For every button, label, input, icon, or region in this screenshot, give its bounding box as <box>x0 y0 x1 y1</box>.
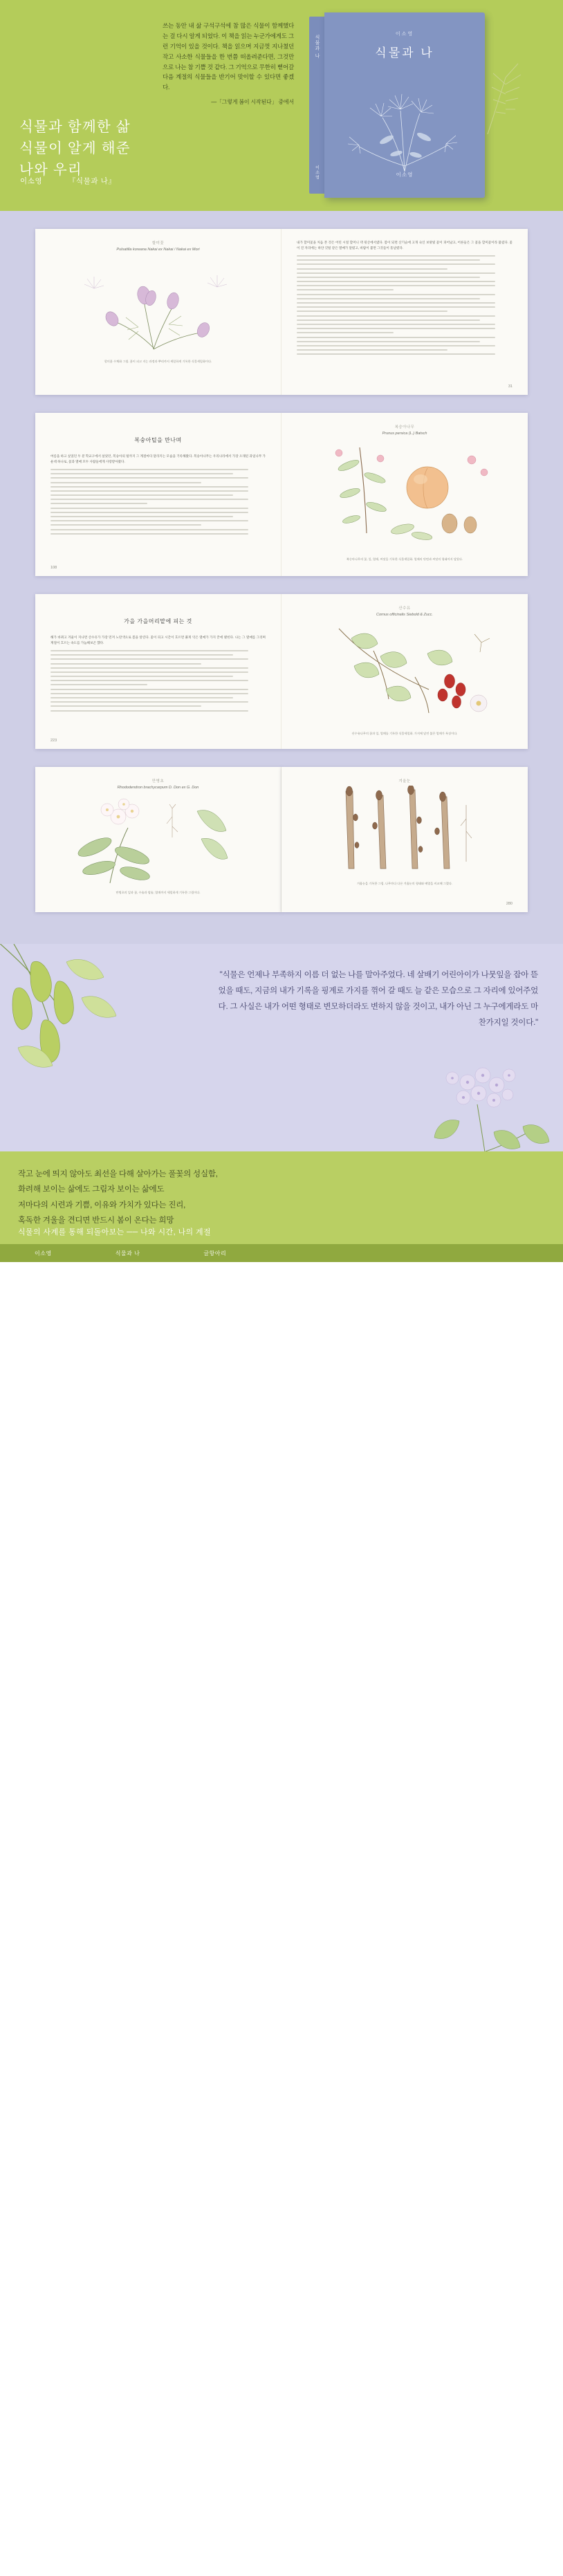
hydrangea-illustration <box>419 1055 551 1151</box>
footer-author: 이소영 <box>35 1250 52 1257</box>
spread-4-left-header: 만병초 <box>151 779 165 784</box>
spread-4-left-caption: 만병초의 잎과 꽃, 수술과 암술, 열매까지 세밀하게 기록한 그림이다. <box>116 891 201 894</box>
spread-1-left-scientific-name: Pulsatilla koreana Nakai ex Nakai / Nakai ex Mori <box>116 248 200 252</box>
book-spread-2 <box>35 413 528 576</box>
spread-2-left-title: 복숭아털을 만나며 <box>134 437 182 443</box>
closing-line-1: 작고 눈에 띄지 않아도 최선을 다해 살아가는 풀꽃의 성실함, <box>18 1170 218 1178</box>
book-spread-4 <box>35 767 528 912</box>
spread-4-left-scientific-name: Rhododendron brachycarpum D. Don ex G. Don <box>117 786 199 790</box>
spread-2-left-filler-lines <box>50 469 266 535</box>
closing-line-2: 화려해 보이는 삶에도 그림자 보이는 삶에도 <box>18 1185 165 1194</box>
spread-3-left-filler-lines <box>50 650 266 712</box>
spread-3-left-page <box>35 594 282 749</box>
spread-1-left-caption: 할미꽃 수채화 그림. 꽃이 피고 지는 과정과 뿌리까지 세밀하게 기록한 식물세밀화이다. <box>104 360 212 363</box>
spread-4-right-caption: 겨울눈을 기록한 그림. 나무마다 다른 겨울눈의 형태와 배열을 비교해 그렸다. <box>356 882 453 885</box>
book-front-cover <box>324 12 485 198</box>
book-spread-1 <box>35 229 528 395</box>
spread-4-right-page-number: 280 <box>506 902 513 906</box>
rhododendron-illustration <box>68 796 248 886</box>
spread-3-right-page <box>282 594 528 749</box>
spread-4-right-header: 겨울눈 <box>398 779 411 784</box>
hero-quote-text: 쓰는 동안 내 삶 구석구석에 참 많은 식물이 함께했다는 걸 다시 알게 되었다. 이 책을 읽는 누군가에게도 그런 기억이 있을 것이다. 책을 읽으며 지금껏 지나쳤던 작고 사소한 식물들을 한 번쯤 떠올려준다면, 그것만으로 나는 참 기쁠 것 같다. 그 기억으로 무한히 뻗어갈 다음 계절의 식물들을 반기어 맞이할 수 있다면 좋겠다. <box>163 22 294 91</box>
cornus-illustration <box>311 623 498 727</box>
spread-3-left-title: 가을 가을머리맡에 피는 것 <box>124 618 192 624</box>
spread-4-left-page <box>35 767 282 912</box>
winter-buds-illustration <box>318 786 491 877</box>
book-spreads-section <box>0 211 563 944</box>
pasqueflower-illustration <box>72 258 245 355</box>
spread-1-left-header: 할미꽃 <box>151 241 165 245</box>
closing-line-3: 저마다의 시련과 기쁨, 이유와 가치가 있다는 진리, <box>18 1201 186 1210</box>
closing-line-4: 혹독한 겨울을 견디면 반드시 봄이 온다는 희망 <box>18 1216 174 1225</box>
closing-section <box>0 1151 563 1262</box>
spread-3-left-paragraph: 해가 바뀌고 겨울이 지나면 산수유가 가장 먼저 노란색으로 봄을 알린다. 꽃이 피고 시간이 흐르면 붉게 익은 열매가 가지 끝에 맺힌다. 나는 그 열매를 그리며 계절이 흐르는 속도를 가늠해보곤 했다. <box>50 636 266 645</box>
spread-2-right-caption: 복숭아나무의 꽃, 잎, 열매, 씨앗을 기록한 식물세밀화. 열매의 단면과 씨앗의 형태까지 담았다. <box>346 557 463 561</box>
spread-3-left-page-number: 223 <box>50 739 57 743</box>
spread-2-left-page-number: 108 <box>50 566 57 570</box>
page-title <box>19 116 131 180</box>
cover-author: 이소영 <box>396 172 414 178</box>
book-spine-title: 식물과 나 <box>315 35 320 59</box>
spread-1-right-filler-lines <box>297 255 513 355</box>
peach-illustration <box>311 442 498 553</box>
spread-3-right-caption: 산수유나무의 꽃과 잎, 열매를 기록한 식물세밀화. 가지에 달린 붉은 열매가 특징이다. <box>351 732 458 735</box>
hero-title-line-2: 식물이 알게 해준 <box>19 140 131 157</box>
spread-3-right-header: 산수유 <box>398 606 411 611</box>
hero-section <box>0 0 563 211</box>
hero-author: 이소영 <box>20 177 43 185</box>
spread-2-right-header: 복숭아나무 <box>394 425 415 429</box>
book-spine <box>309 17 324 194</box>
quote-section <box>0 944 563 1151</box>
hero-title-line-1: 식물과 함께한 삶 <box>19 119 131 135</box>
cover-side-plant-icon <box>485 54 526 137</box>
spread-4-right-page <box>282 767 528 912</box>
closing-text <box>18 1167 405 1229</box>
peach-fruit <box>407 467 448 508</box>
hero-book-title: 『식물과 나』 <box>68 177 116 185</box>
spread-3-right-scientific-name: Cornus officinalis Siebold & Zucc. <box>376 613 433 617</box>
hero-quote <box>163 21 294 107</box>
spread-1-right-paragraph: 내가 할미꽃을 처음 본 것은 어린 시절 할머니 댁 뒷산에서였다. 봄이 되면 산기슭에 고개 숙인 보랏빛 꽃이 피어났고, 어른들은 그 꽃을 할미꽃이라 불렀다. 꽃이 진 자리에는 하얀 깃털 같은 열매가 달렸고, 바람이 불면 그것들이 흩날렸다. <box>297 241 513 250</box>
hero-quote-source: —「그렇게 봄이 시작된다」 중에서 <box>211 99 294 106</box>
spread-2-left-paragraph: 여름을 하고 싶었던 두 분 학교구에서 살았던, 복숭아의 털까지 그 계절마다 달라지는 모습을 기록해왔다. 복숭아나무는 우리나라에서 가장 오래된 과일나무 가운데 하나로, 꽃과 열매 모두 사람들에게 사랑받아왔다. <box>50 454 266 464</box>
closing-subtitle: 식물의 사계를 통해 되돌아보는 ── 나와 시간, 나의 계절 <box>18 1228 212 1236</box>
spread-2-right-page <box>282 413 528 576</box>
spread-3-left-body <box>50 635 266 712</box>
cover-overline: 이소영 <box>395 32 414 37</box>
footer-bar <box>0 1244 563 1262</box>
pull-quote: "식물은 언제나 부족하지 이름 더 없는 나를 말아주었다. 네 살배기 어린아이가 나뭇잎을 잡아 뜯었을 때도, 지금의 내가 기록을 핑계로 가지를 꺾어 갈 때도 늘 같은 모습으로 그 자리에 있어주었다. 그 사실은 내가 어떤 형태로 변모하더라도 변하지 않을 것이고, 내가 아닌 그 누구에게라도 마찬가지일 것이다." <box>218 971 538 1027</box>
cover-botanical-illustration <box>338 62 471 173</box>
footer-book-title: 식물과 나 <box>115 1250 140 1257</box>
spread-1-left-page <box>35 229 282 395</box>
spread-1-right-body <box>297 240 513 355</box>
cover-title: 식물과 나 <box>375 46 434 59</box>
catkin-illustration <box>0 944 159 1103</box>
book-spread-3 <box>35 594 528 749</box>
spread-2-right-scientific-name: Prunus persica (L.) Batsch <box>382 432 427 436</box>
spread-1-right-page <box>282 229 528 395</box>
book-spine-author: 이소영 <box>314 165 319 180</box>
book-cover-image <box>309 12 526 198</box>
spread-2-left-body <box>50 454 266 535</box>
hero-title-line-3: 나와 우리 <box>19 162 82 178</box>
footer-publisher: 글항아리 <box>203 1250 227 1257</box>
hero-byline <box>20 176 116 186</box>
spread-1-right-page-number: 31 <box>508 384 513 389</box>
spread-2-left-page <box>35 413 282 576</box>
